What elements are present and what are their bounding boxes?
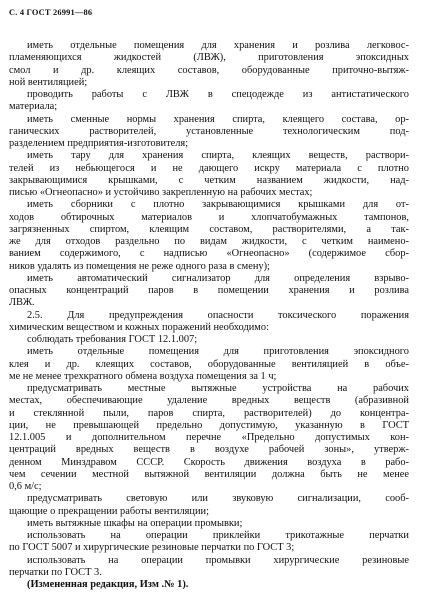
text-line: использовать на операции приклейки трикотажные перчатки [27,530,409,541]
page-header: С. 4 ГОСТ 26991—86 [9,8,93,17]
text-line: разделением предприятия-изготовителя; [9,138,189,149]
text-line: иметь отдельные помещения для приготовления эпоксидного [27,346,409,358]
text-line: материала; [9,101,58,113]
text-line: по ГОСТ 5007 и хирургические резиновые перчатки по ГОСТ 3; [9,542,295,554]
text-line: иметь отдельные помещения для хранения и розлива легковос- [27,40,409,51]
text-line: предусматривать местные вытяжные устройства на рабочих [27,383,409,394]
text-line: (Измененная редакция, Изм .№ 1). [27,579,189,590]
text-line: ходов обтирочных материалов и хлопчатобумажных тампонов, [9,211,409,223]
text-line: ников удалять из помещения не реже одного раза в смену); [9,260,270,272]
text-line: денном Минздравом СССР. Скорость движения воздуха в рабо- [9,456,409,468]
text-line: химическим веществом и кожных поражений необходимо: [9,321,269,333]
text-line: же для отходов раздельно по видам жидкости, с четким наимено- [9,236,409,247]
document-body [9,40,409,591]
text-line: щающие о прекращении работы вентиляции; [9,505,209,517]
text-line: и стеклянной пыли, паров спирта, растворителей) до концентра- [9,407,409,419]
text-line: иметь сменные нормы хранения спирта, клеящего состава, ор- [27,113,409,125]
text-line: 12.1.005 и дополнительном перечне «Предельно допустимых кон- [9,432,409,443]
text-line: клея и др. клеящих составов, оборудованные вентиляцией в объе- [9,358,409,370]
text-line: центраций вредных веществ в воздухе рабочей зоны», утверж- [9,444,409,456]
text-line: иметь автоматический сигнализатор для определения взрыво- [27,272,409,284]
text-line: использовать на операции промывки хирургические резиновые [27,554,409,566]
text-line: ной вентиляцией; [9,76,88,88]
text-line: ции, не превышающей предельно допустимую, указанную в ГОСТ [9,419,409,431]
text-line: иметь сборники с плотно закрывающимися крышками для от- [27,199,409,211]
text-line: пламеняющихся жидкостей (ЛВЖ), приготовления эпоксидных [9,52,409,64]
text-line: 2.5. Для предупреждения опасности токсического поражения [27,309,409,321]
text-line: опасных концентраций паров в помещении хранения и розлива [9,285,409,296]
text-line: ванием содержимого, с надписью «Огнеопасно» (содержимое сбор- [9,248,409,260]
text-line: закрывающимися крышками, с четким названием жидкости, над- [9,174,409,186]
text-line: загрязненных спиртом, клеящим составом, растворителями, а так- [9,223,409,235]
text-line: предусматривать световую или звуковую сигнализации, сооб- [27,493,409,505]
text-line: проводить работы с ЛВЖ в спецодежде из антистатического [27,89,409,100]
text-line: телей из небьющегося и не дающего искру материала с плотно [9,162,409,174]
text-line: писью «Огнеопасно» и устойчиво закрепленную на рабочих местах; [9,187,313,198]
text-line: ме не менее трехкратного обмена воздуха помещения за 1 ч; [9,370,277,382]
text-line: иметь тару для хранения спирта, клеящих веществ, раствори- [27,150,409,162]
text-line: перчатки по ГОСТ 3. [9,566,102,578]
text-line: соблюдать требования ГОСТ 12.1.007; [27,334,198,345]
text-line: 0,6 м/с; [9,481,42,492]
text-line: местах, обеспечивающие удаление вредных веществ (абразивной [9,395,409,407]
text-line: ганических растворителей, установленные технологическим под- [9,125,409,137]
text-line: смол и др. клеящих составов, оборудованные приточно-вытяж- [9,64,409,76]
text-line: ЛВЖ. [9,297,35,309]
text-line: иметь вытяжные шкафы на операции промывки; [27,517,243,529]
text-line: чем сечении местной вытяжной вентиляции должна быть не менее [9,468,409,480]
